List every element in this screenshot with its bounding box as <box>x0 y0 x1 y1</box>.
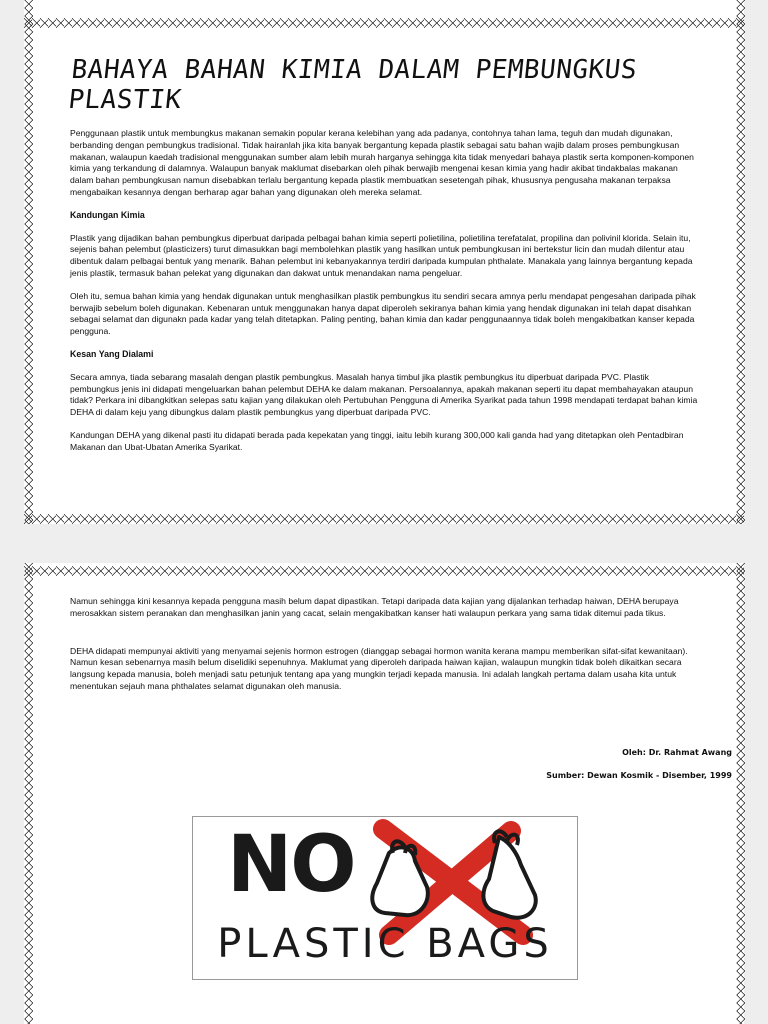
document-page-1 <box>24 0 744 524</box>
paragraph-chemicals: Plastik yang dijadikan bahan pembungkus diperbuat daripada pelbagai bahan kimia seperti polietilina, polietilina terefatalat, propilina dan polivinil klorida. Selain itu, sejenis bahan pelembut (plasticizers) turut dimasukkan bagi membolehkan plastik yang hasilkan untuk pembungkusan ini bertekstur licin dan mudah dilentur atau dibentuk dalam pelbagai bentuk yang menarik. Bahan pelembut ini kebanyakannya terdiri daripada kumpulan phthalate. Manakala yang lainnya bergantung kepada jenis plastik, termasuk bahan pelekat yang digunakan dan dakwat untuk menandakan nama pengeluar. <box>70 232 693 278</box>
zigzag-border-top <box>24 566 744 576</box>
document-page-2 <box>24 563 744 1024</box>
zigzag-border-right <box>735 0 745 524</box>
zigzag-border-left <box>23 563 33 1024</box>
no-plastic-bags-image <box>192 816 578 980</box>
article-body-continued <box>70 596 700 704</box>
plastic-bags-label: PLASTIC BAGS <box>217 921 553 967</box>
author-credit: Oleh: Dr. Rahmat Awang <box>622 748 732 757</box>
source-credit: Sumber: Dewan Kosmik - Disember, 1999 <box>546 771 732 780</box>
zigzag-border-bottom <box>24 514 744 524</box>
paragraph-approval: Oleh itu, semua bahan kimia yang hendak digunakan untuk menghasilkan plastik pembungkus itu sendiri secara amnya perlu mendapat pengesahan daripada pihak berwajib sebelum boleh digunakan. Kebenaran untuk menggunakan hanya dapat diperoleh sekiranya bahan kimia yang hendak digunakan ini telah dapat disahkan sebagai selamat dan digunakn pada kadar yang telah ditetapkan. Paling penting, bahan kimia dan kadar penggunaannya tidak boleh mengakibatkan kanser kepada pengguna. <box>70 290 696 337</box>
paragraph-pvc: Secara amnya, tiada sebarang masalah dengan plastik pembungkus. Masalah hanya timbul jika plastik pembungkus itu diperbuat daripada PVC. Plastik pembungkus jenis ini didapati mengeluarkan bahan pelembut DEHA ke dalam makanan. Persoalannya, apakah makanan seperti itu dapat membahayakan ataupun tidak? Perkara ini dibangkitkan selepas satu kajian yang dilakukan oleh Pertubuhan Pengguna di Amerika Syarikat pada tahun 1998 mendapati terdapat bahan kimia DEHA di dalam keju yang dibungkus dalam plastik pembungkus yang diperbuat daripada PVC. <box>70 371 698 418</box>
section-heading-effects: Kesan Yang Dialami <box>70 348 154 359</box>
no-label: NO <box>227 820 355 910</box>
article-body <box>70 128 700 465</box>
paragraph-animal-study: Namun sehingga kini kesannya kepada pengguna masih belum dapat dipastikan. Tetapi daripada data kajian yang dijalankan terhadap haiwan, DEHA berupaya merosakkan sistem peranakan dan menghasilkan janin yang cacat, selain mengakibatkan kanser hati walaupun perkara yang sama tidak ditemui pada tikus. <box>70 596 679 618</box>
paragraph-intro: Penggunaan plastik untuk membungkus makanan semakin popular kerana kelebihan yang ada padanya, contohnya tahan lama, teguh dan mudah digunakan, berbanding dengan pembungkus tradisional. Tidak hairanlah jika kita banyak bergantung kepada plastik sebagai satu bahan wajib dalam proses pembungkusan makanan, walaupun kaedah tradisional menggunakan sumber alam lebih murah harganya sehingga kita tidak menyedari bahaya plastik serta komponen-komponen kimia yang terkandung di dalamnya. Walaupun banyak maklumat disebarkan oleh pihak berwajib mengenai kesan kimia yang hadir akibat tindakbalas makanan dalam bahan pembungkusan namun disebabkan terlalu bergantung kepada plastik membuatkan sesetengah pihak, khususnya pengusaha makanan terpaksa mengabaikan kesannya dengan berharap agar bahan yang digunakan oleh mereka selamat. <box>70 128 694 197</box>
paragraph-deha-level: Kandungan DEHA yang dikenal pasti itu didapati berada pada kepekatan yang tinggi, iaitu lebih kurang 300,000 kali ganda had yang ditetapkan oleh Pentadbiran Makanan dan Ubat-Ubatan Amerika Syarikat. <box>70 429 684 452</box>
section-heading-chemicals: Kandungan Kimia <box>70 209 145 220</box>
paragraph-estrogen: DEHA didapati mempunyai aktiviti yang menyamai sejenis hormon estrogen (dianggap sebagai hormon wanita kerana mampu memberikan sifat-sifat kewanitaan). Namun kesan sebenarnya masih belum diselidiki sepenuhnya. Maklumat yang diperoleh daripada haiwan kajian, walaupun mungkin tidak boleh dikaitkan secara langsung kepada manusia, boleh menjadi satu petunjuk tentang apa yang mungkin terjadi kepada manusia. Ini adalah langkah pertama dalam usaha kita untuk menentukan sejauh mana phthalates selamat digunakan oleh manusia. <box>70 645 688 691</box>
zigzag-border-top <box>24 18 744 28</box>
zigzag-border-left <box>23 0 33 524</box>
page-title: BAHAYA BAHAN KIMIA DALAM PEMBUNGKUS PLASTIK <box>66 55 639 115</box>
zigzag-border-right <box>735 563 745 1024</box>
